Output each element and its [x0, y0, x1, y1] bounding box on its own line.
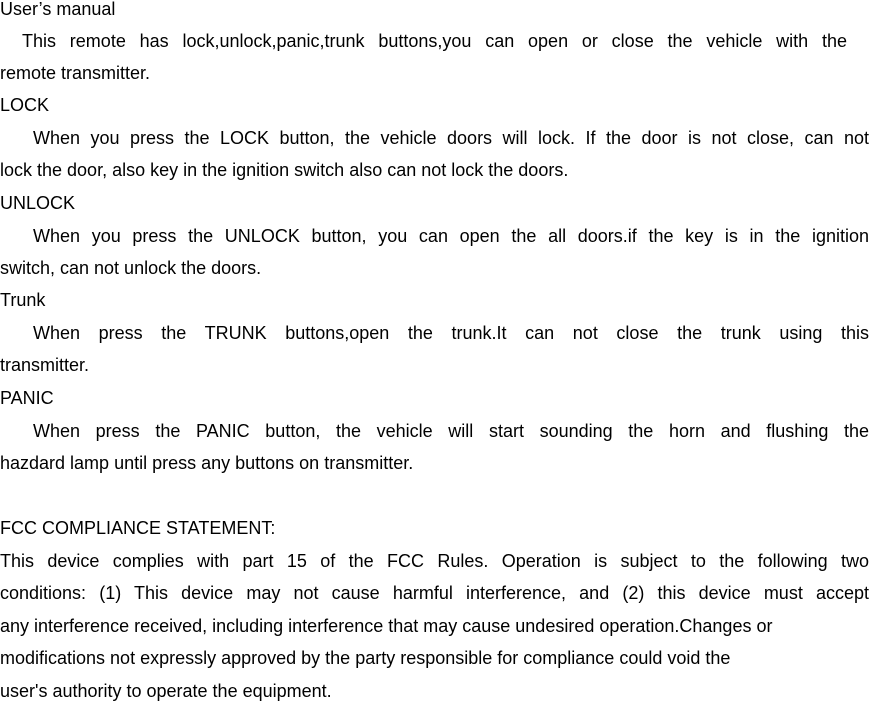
intro-line-1: This remote has lock,unlock,panic,trunk buttons,you can open or close the vehicle with the — [22, 31, 847, 51]
fcc-line-3: any interference received, including interference that may cause undesired operation.Changes or — [0, 616, 773, 636]
panic-heading: PANIC — [0, 388, 54, 408]
panic-line-1: When press the PANIC button, the vehicle will start sounding the horn and flushing the — [33, 421, 869, 441]
fcc-heading: FCC COMPLIANCE STATEMENT: — [0, 518, 276, 538]
trunk-heading: Trunk — [0, 290, 46, 310]
unlock-line-2: switch, can not unlock the doors. — [0, 258, 262, 278]
trunk-line-1: When press the TRUNK buttons,open the trunk.It can not close the trunk using this — [33, 323, 869, 343]
fcc-line-5: user's authority to operate the equipment. — [0, 681, 332, 701]
lock-line-2: lock the door, also key in the ignition switch also can not lock the doors. — [0, 160, 569, 180]
intro-line-2: remote transmitter. — [0, 63, 151, 83]
trunk-line-2: transmitter. — [0, 355, 90, 375]
unlock-line-1: When you press the UNLOCK button, you can open the all doors.if the key is in the ignition — [33, 226, 869, 246]
panic-line-2: hazdard lamp until press any buttons on transmitter. — [0, 453, 414, 473]
manual-title: User’s manual — [0, 0, 116, 19]
fcc-line-1: This device complies with part 15 of the FCC Rules. Operation is subject to the following two — [0, 551, 869, 571]
fcc-line-2: conditions: (1) This device may not cause harmful interference, and (2) this device must accept — [0, 583, 869, 603]
lock-line-1: When you press the LOCK button, the vehicle doors will lock. If the door is not close, can not — [33, 128, 869, 148]
unlock-heading: UNLOCK — [0, 193, 76, 213]
fcc-line-4: modifications not expressly approved by the party responsible for compliance could void the — [0, 648, 731, 668]
lock-heading: LOCK — [0, 95, 50, 115]
